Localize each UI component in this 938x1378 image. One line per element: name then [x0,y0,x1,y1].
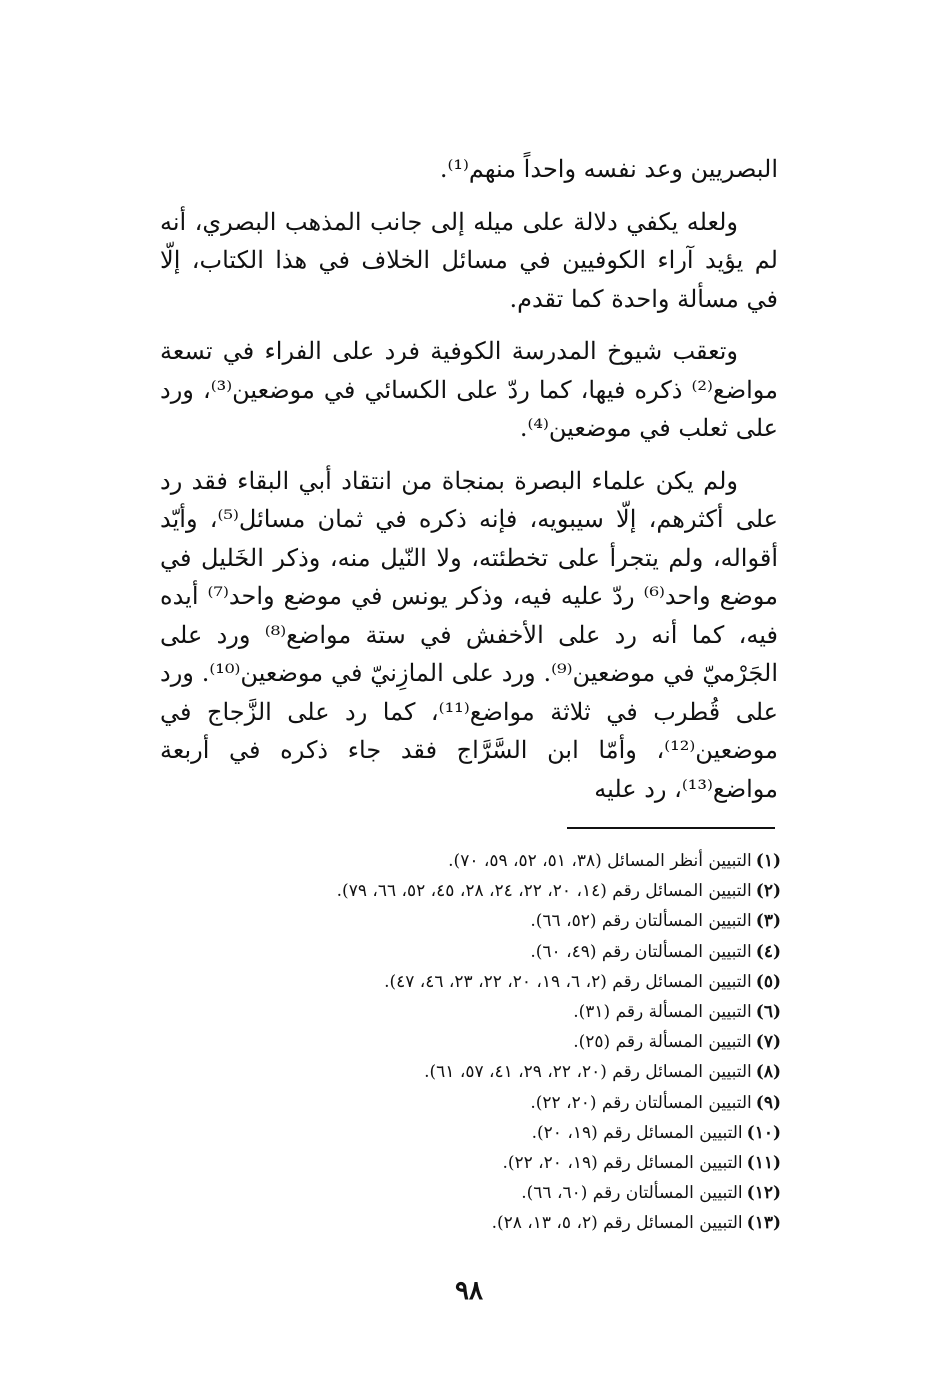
paragraph-3: وتعقب شيوخ المدرسة الكوفية فرد على الفراء في تسعة مواضع⁽²⁾ ذكره فيها، كما ردّ على الكسائي في موضعين⁽³⁾، ورد على ثعلب في موضعين⁽⁴⁾. [160,337,778,442]
footnote-separator [567,827,775,829]
footnote-9 [141,1088,781,1118]
footnote-text: التبيين المسألتان رقم (٦٠، ٦٦). [521,1183,743,1204]
footnote-text: التبيين المسألتان رقم (٥٢، ٦٦). [530,911,752,932]
footnote-number: (١١) [746,1153,781,1174]
paragraph-1: البصريين وعد نفسه واحداً منهم⁽¹⁾. [439,155,778,183]
footnote-4 [141,937,781,967]
page-number: ٩٨ [455,1276,483,1306]
footnote-number: (١٢) [746,1183,781,1204]
footnote-5 [141,967,781,997]
footnote-number: (٨) [755,1062,781,1083]
footnote-11 [141,1148,781,1178]
footnote-text: التبيين المسألتان رقم (٤٩، ٦٠). [530,941,752,962]
footnote-text: التبيين المسائل رقم (٢، ٦، ١٩، ٢٠، ٢٢، ٢٣، ٤٦، ٤٧). [384,971,752,992]
footnote-number: (٢) [755,881,781,902]
footnote-text: التبيين المسائل رقم (٢، ٥، ١٣، ٢٨). [491,1213,743,1234]
footnote-number: (٣) [755,911,781,932]
paragraph-4: ولم يكن علماء البصرة بمنجاة من انتقاد أبي البقاء فقد رد على أكثرهم، إلّا سيبويه، فإنه ذكره في ثمان مسائل⁽⁵⁾، وأيّد أقواله، ولم يتجرأ على تخطئته، ولا النّيل منه، وذكر الخَليل في موضع واحد⁽⁶⁾ ردّ عليه فيه، وذكر يونس في موضع واحد⁽⁷⁾ أيده فيه، كما أنه رد على الأخفش في ستة مواضع⁽⁸⁾ ورد على الجَرْميّ في موضعين⁽⁹⁾. ورد على المازِنيّ في موضعين⁽¹⁰⁾. ورد على قُطرب في ثلاثة مواضع⁽¹¹⁾، كما رد على الزَّجاج في موضعين⁽¹²⁾، وأمّا ابن السَّرَّاج فقد جاء ذكره في أربعة مواضع⁽¹³⁾، رد عليه [160,466,779,803]
footnote-8 [141,1057,781,1087]
footnotes [141,846,781,1239]
footnote-number: (٤) [755,941,781,962]
footnote-2 [141,876,781,906]
footnote-text: التبيين أنظر المسائل (٣٨، ٥١، ٥٢، ٥٩، ٧٠). [448,851,752,871]
footnote-number: (٩) [755,1092,781,1113]
footnote-text: التبيين المسائل رقم (١٩، ٢٠، ٢٢). [502,1153,743,1174]
footnote-number: (٦) [755,1002,781,1023]
footnote-3 [141,906,781,936]
footnote-text: التبيين المسألتان رقم (٢٠، ٢٢). [530,1092,752,1113]
footnote-text: التبيين المسائل رقم (١٤، ٢٠، ٢٢، ٢٤، ٢٨، ٤٥، ٥٢، ٦٦، ٧٩). [336,881,752,902]
body-text [160,150,778,822]
footnote-10 [141,1118,781,1148]
paragraph-2: ولعله يكفي دلالة على ميله إلى جانب المذهب البصري، أنه لم يؤيد آراء الكوفيين في مسائل الخلاف في هذا الكتاب، إلّا في مسألة واحدة كما تقدم. [160,207,778,313]
footnote-text: التبيين المسائل رقم (٢٠، ٢٢، ٢٩، ٤١، ٥٧، ٦١). [424,1062,752,1083]
footnote-1 [141,846,781,876]
footnote-number: (١٣) [746,1213,781,1234]
footnote-number: (٥) [755,971,781,992]
footnote-number: (١) [755,851,781,871]
footnote-12 [141,1178,781,1208]
footnote-number: (١٠) [746,1122,781,1143]
footnote-text: التبيين المسائل رقم (١٩، ٢٠). [531,1122,743,1143]
footnote-6 [141,997,781,1027]
footnote-number: (٧) [755,1032,781,1053]
footnote-text: التبيين المسألة رقم (٢٥). [573,1032,752,1053]
footnote-text: التبيين المسألة رقم (٣١). [573,1002,752,1023]
footnote-13 [141,1208,781,1238]
footnote-7 [141,1027,781,1057]
